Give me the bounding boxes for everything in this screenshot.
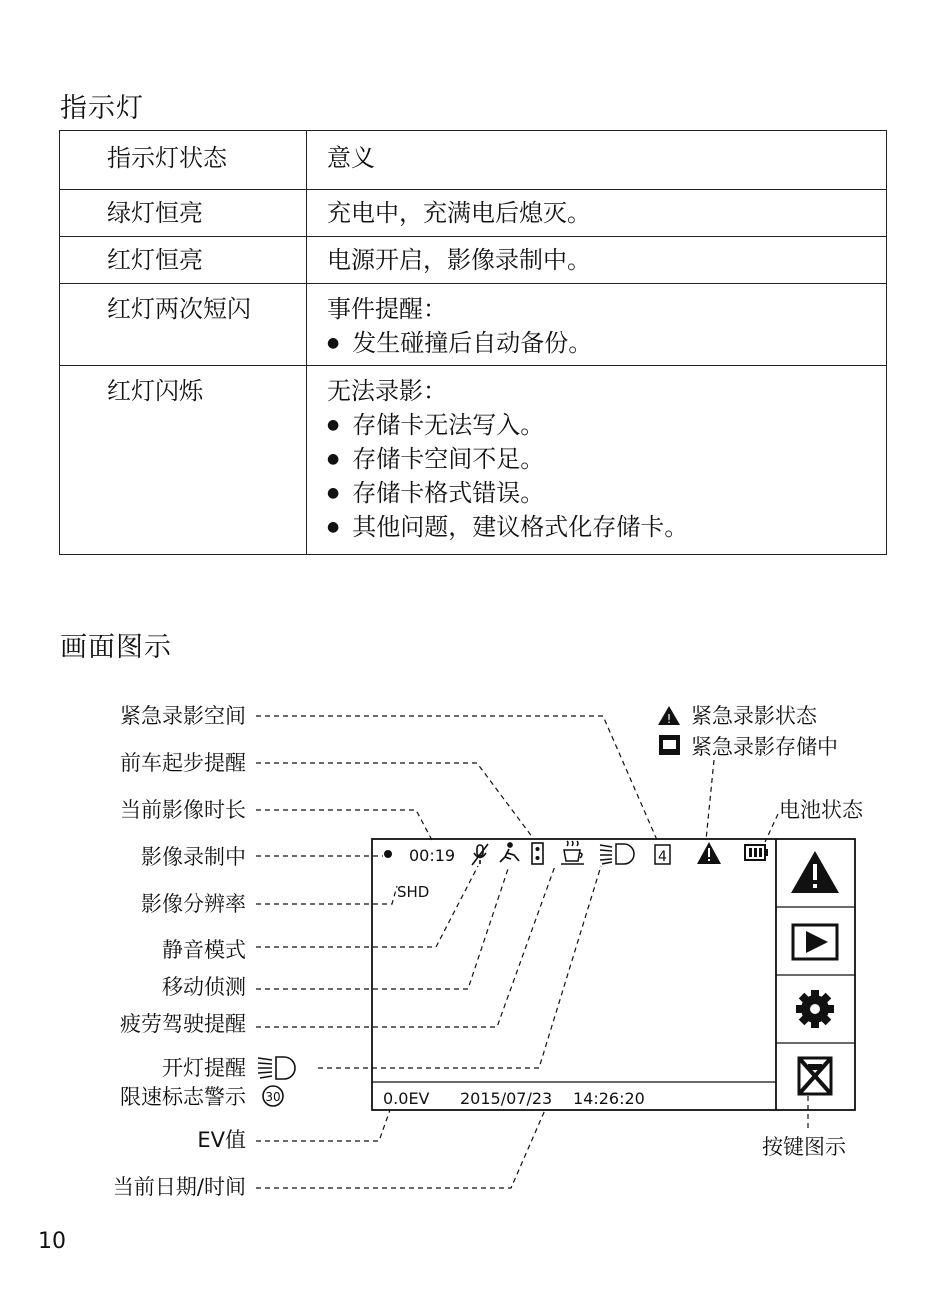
warning-button[interactable] [791, 851, 839, 893]
headlight-icon [600, 844, 634, 864]
screen-time: 00:19 [409, 846, 456, 865]
meaning-bullet: ● 存储卡空间不足。 [327, 442, 886, 476]
label-resolution: 影像分辨率 [141, 892, 246, 916]
svg-text:!: ! [666, 712, 672, 726]
row-state: 绿灯恒亮 [60, 190, 307, 237]
label-battery: 电池状态 [779, 798, 863, 822]
meaning-bullet: ● 其他问题，建议格式化存储卡。 [327, 510, 886, 544]
playback-button[interactable] [793, 925, 837, 959]
label-buttons: 按键图示 [762, 1135, 846, 1159]
section-title-screen: 画面图示 [60, 632, 172, 663]
storage-icon [659, 735, 680, 755]
traffic-light-icon [532, 843, 543, 864]
label-recording: 影像录制中 [141, 845, 246, 869]
label-motion: 移动侦测 [162, 975, 246, 999]
settings-button[interactable] [796, 990, 834, 1028]
label-speed-limit: 限速标志警示 [120, 1085, 246, 1109]
meaning-bullet: ● 存储卡无法写入。 [327, 408, 886, 442]
leader-lines [256, 716, 808, 1188]
row-state: 红灯闪烁 [60, 366, 307, 555]
label-duration: 当前影像时长 [120, 798, 246, 822]
row-state: 红灯两次短闪 [60, 284, 307, 366]
screen-ev: 0.0EV [383, 1089, 430, 1108]
speed-limit-sign-icon [263, 1086, 283, 1106]
label-emergency-status: 紧急录影状态 [691, 704, 817, 728]
headlight-icon [258, 1057, 295, 1079]
screen-emergency-count: 4 [658, 849, 667, 865]
section-title-indicator: 指示灯 [60, 93, 144, 124]
meaning-bullet: ● 发生碰撞后自动备份。 [327, 326, 886, 360]
screen-resolution: SHD [397, 883, 430, 901]
label-lights: 开灯提醒 [162, 1056, 246, 1080]
row-meaning: 充电中，充满电后熄灭。 [307, 190, 887, 237]
screen-date: 2015/07/23 [460, 1089, 553, 1108]
emergency-count-icon [655, 845, 670, 865]
header-meaning: 意义 [307, 131, 887, 190]
screen-clock: 14:26:20 [573, 1089, 645, 1108]
label-ev: EV值 [197, 1128, 246, 1152]
row-meaning: 电源开启，影像录制中。 [307, 237, 887, 284]
label-datetime: 当前日期/时间 [112, 1175, 246, 1199]
recording-dot-icon [384, 850, 392, 858]
meaning-line: 事件提醒： [327, 295, 447, 323]
warning-icon [658, 706, 680, 726]
gear-icon [796, 990, 834, 1028]
header-state: 指示灯状态 [60, 131, 307, 190]
battery-icon [745, 845, 768, 860]
warning-icon [697, 842, 721, 864]
label-mute: 静音模式 [162, 938, 246, 962]
delete-button[interactable] [799, 1058, 831, 1094]
coffee-cup-icon [561, 841, 584, 864]
label-fatigue: 疲劳驾驶提醒 [120, 1012, 246, 1036]
page-number: 10 [38, 1229, 66, 1254]
label-front-car: 前车起步提醒 [120, 751, 246, 775]
label-emergency-storing: 紧急录影存储中 [691, 735, 838, 759]
speed-limit-sign-value: 30 [265, 1090, 281, 1104]
label-emergency-space: 紧急录影空间 [120, 704, 246, 728]
meaning-bullet: ● 存储卡格式错误。 [327, 476, 886, 510]
motion-detect-icon [500, 843, 519, 862]
row-state: 红灯恒亮 [60, 237, 307, 284]
delete-file-icon [799, 1058, 831, 1094]
meaning-line: 无法录影： [327, 377, 447, 405]
mute-icon [472, 844, 488, 865]
